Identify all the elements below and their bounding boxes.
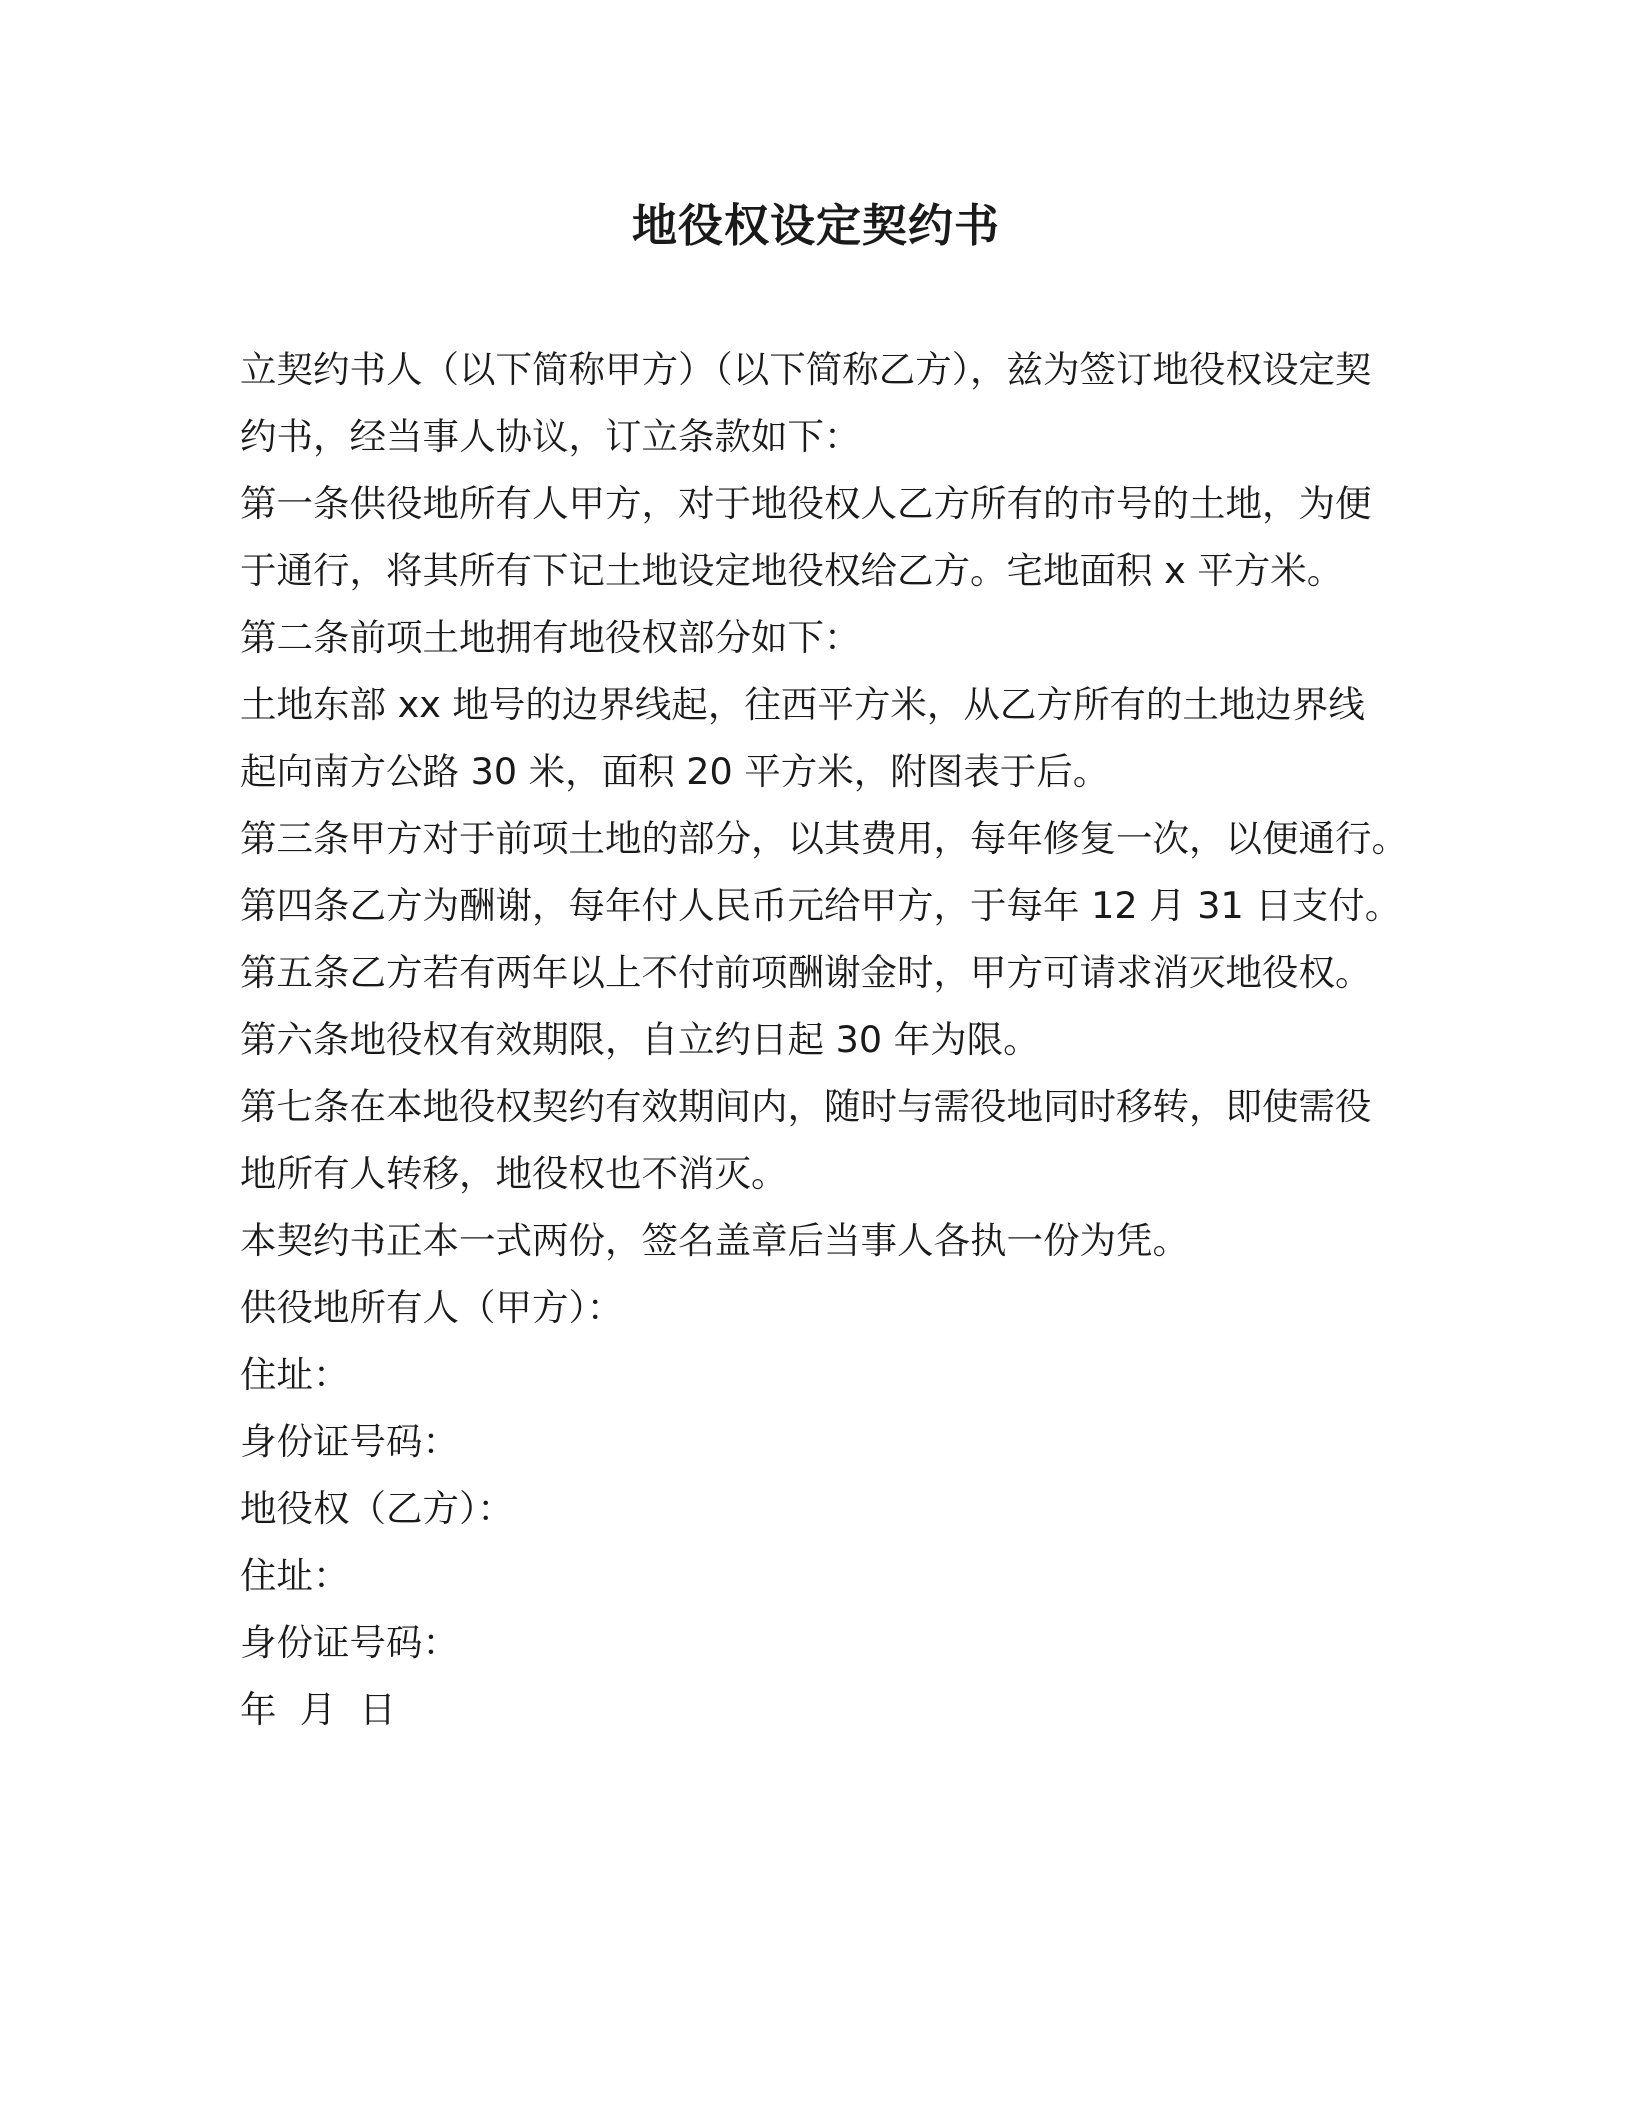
article-2-detail-line-2: 起向南方公路 30 米，面积 20 平方米，附图表于后。 <box>240 750 1110 793</box>
article-1-line-1: 第一条供役地所有人甲方，对于地役权人乙方所有的市号的土地，为便 <box>240 482 1372 525</box>
article-7-line-1: 第七条在本地役权契约有效期间内，随时与需役地同时移转，即使需役 <box>240 1085 1372 1128</box>
party-a-id-label: 身份证号码： <box>240 1420 459 1463</box>
preamble-line-1: 立契约书人（以下简称甲方）（以下简称乙方），兹为签订地役权设定契 <box>240 348 1372 391</box>
party-a-address-label: 住址： <box>240 1353 350 1396</box>
document-body <box>240 336 1408 1743</box>
party-b-address-label: 住址： <box>240 1554 350 1597</box>
document-title: 地役权设定契约书 <box>631 199 1000 252</box>
party-a-label: 供役地所有人（甲方）： <box>240 1286 624 1329</box>
article-5: 第五条乙方若有两年以上不付前项酬谢金时，甲方可请求消灭地役权。 <box>240 951 1372 994</box>
article-2-detail-line-1: 土地东部 xx 地号的边界线起，往西平方米，从乙方所有的土地边界线 <box>240 683 1365 726</box>
article-1-line-2: 于通行，将其所有下记土地设定地役权给乙方。宅地面积 x 平方米。 <box>240 549 1344 592</box>
article-6: 第六条地役权有效期限，自立约日起 30 年为限。 <box>240 1018 1040 1061</box>
party-b-label: 地役权（乙方）： <box>240 1487 514 1530</box>
copies-clause: 本契约书正本一式两份，签名盖章后当事人各执一份为凭。 <box>240 1219 1189 1262</box>
article-3: 第三条甲方对于前项土地的部分，以其费用，每年修复一次，以便通行。 <box>240 817 1408 860</box>
date-line: 年 月 日 <box>240 1688 396 1731</box>
preamble-line-2: 约书，经当事人协议，订立条款如下： <box>240 415 861 458</box>
article-4: 第四条乙方为酬谢，每年付人民币元给甲方，于每年 12 月 31 日支付。 <box>240 884 1402 927</box>
party-b-id-label: 身份证号码： <box>240 1621 459 1664</box>
article-7-line-2: 地所有人转移，地役权也不消灭。 <box>240 1152 788 1195</box>
article-2-line-1: 第二条前项土地拥有地役权部分如下： <box>240 616 861 659</box>
